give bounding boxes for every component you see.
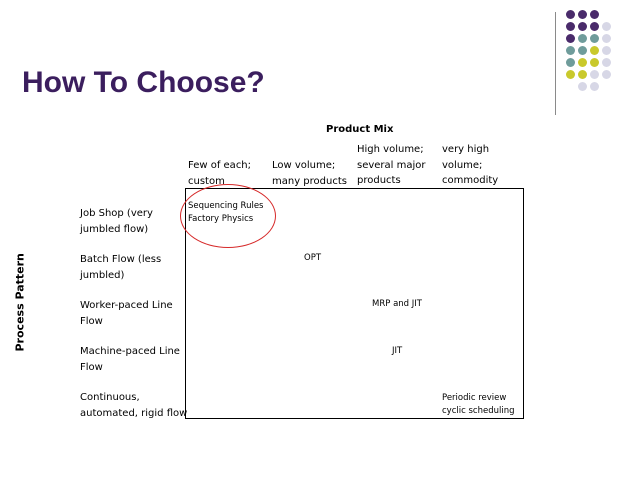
decorative-dot [578, 46, 587, 55]
decorative-dot [566, 10, 575, 19]
decorative-dot [590, 58, 599, 67]
decorative-dot [590, 82, 599, 91]
decorative-dot [566, 70, 575, 79]
slide-title: How To Choose? [22, 66, 265, 99]
cell-mrp-and-jit: MRP and JIT [372, 299, 422, 309]
decorative-dot [590, 34, 599, 43]
column-header-few-custom: Few of each; custom [188, 160, 252, 187]
decorative-dot [566, 58, 575, 67]
decorative-dot [602, 22, 611, 31]
decorative-dot [578, 58, 587, 67]
column-header-low-volume: Low volume; many products [272, 160, 347, 187]
decorative-dot [578, 10, 587, 19]
row-header-worker-paced: Worker-paced Line Flow [80, 300, 173, 327]
divider-line [555, 12, 556, 115]
cell-jit: JIT [392, 346, 403, 356]
decorative-dot [590, 70, 599, 79]
decorative-dot [602, 34, 611, 43]
decorative-dot [578, 22, 587, 31]
row-header-continuous: Continuous, automated, rigid flow [80, 392, 188, 419]
decorative-dot [566, 34, 575, 43]
decorative-dot [578, 34, 587, 43]
column-header-very-high-volume: very high volume; commodity [442, 144, 499, 186]
decorative-dot [590, 46, 599, 55]
cell-sequencing-rules: Sequencing Rules Factory Physics [188, 201, 264, 224]
process-pattern-label: Process Pattern [13, 253, 27, 352]
decorative-dot [590, 22, 599, 31]
cell-periodic-review: Periodic review cyclic scheduling [442, 393, 515, 416]
decorative-dot-grid [566, 10, 632, 106]
row-header-job-shop: Job Shop (very jumbled flow) [80, 208, 153, 235]
decorative-dot [602, 46, 611, 55]
decorative-dot [566, 22, 575, 31]
decorative-dot [602, 58, 611, 67]
cell-opt: OPT [304, 253, 322, 263]
row-header-machine-paced: Machine-paced Line Flow [80, 346, 180, 373]
highlight-circle [180, 184, 276, 248]
decorative-dot [578, 70, 587, 79]
decorative-dot [602, 70, 611, 79]
column-header-high-volume: High volume; several major products [357, 144, 426, 186]
decorative-dot [578, 82, 587, 91]
decorative-dot [566, 46, 575, 55]
decorative-dot [590, 10, 599, 19]
row-header-batch-flow: Batch Flow (less jumbled) [80, 254, 162, 281]
product-mix-label: Product Mix [326, 124, 394, 135]
